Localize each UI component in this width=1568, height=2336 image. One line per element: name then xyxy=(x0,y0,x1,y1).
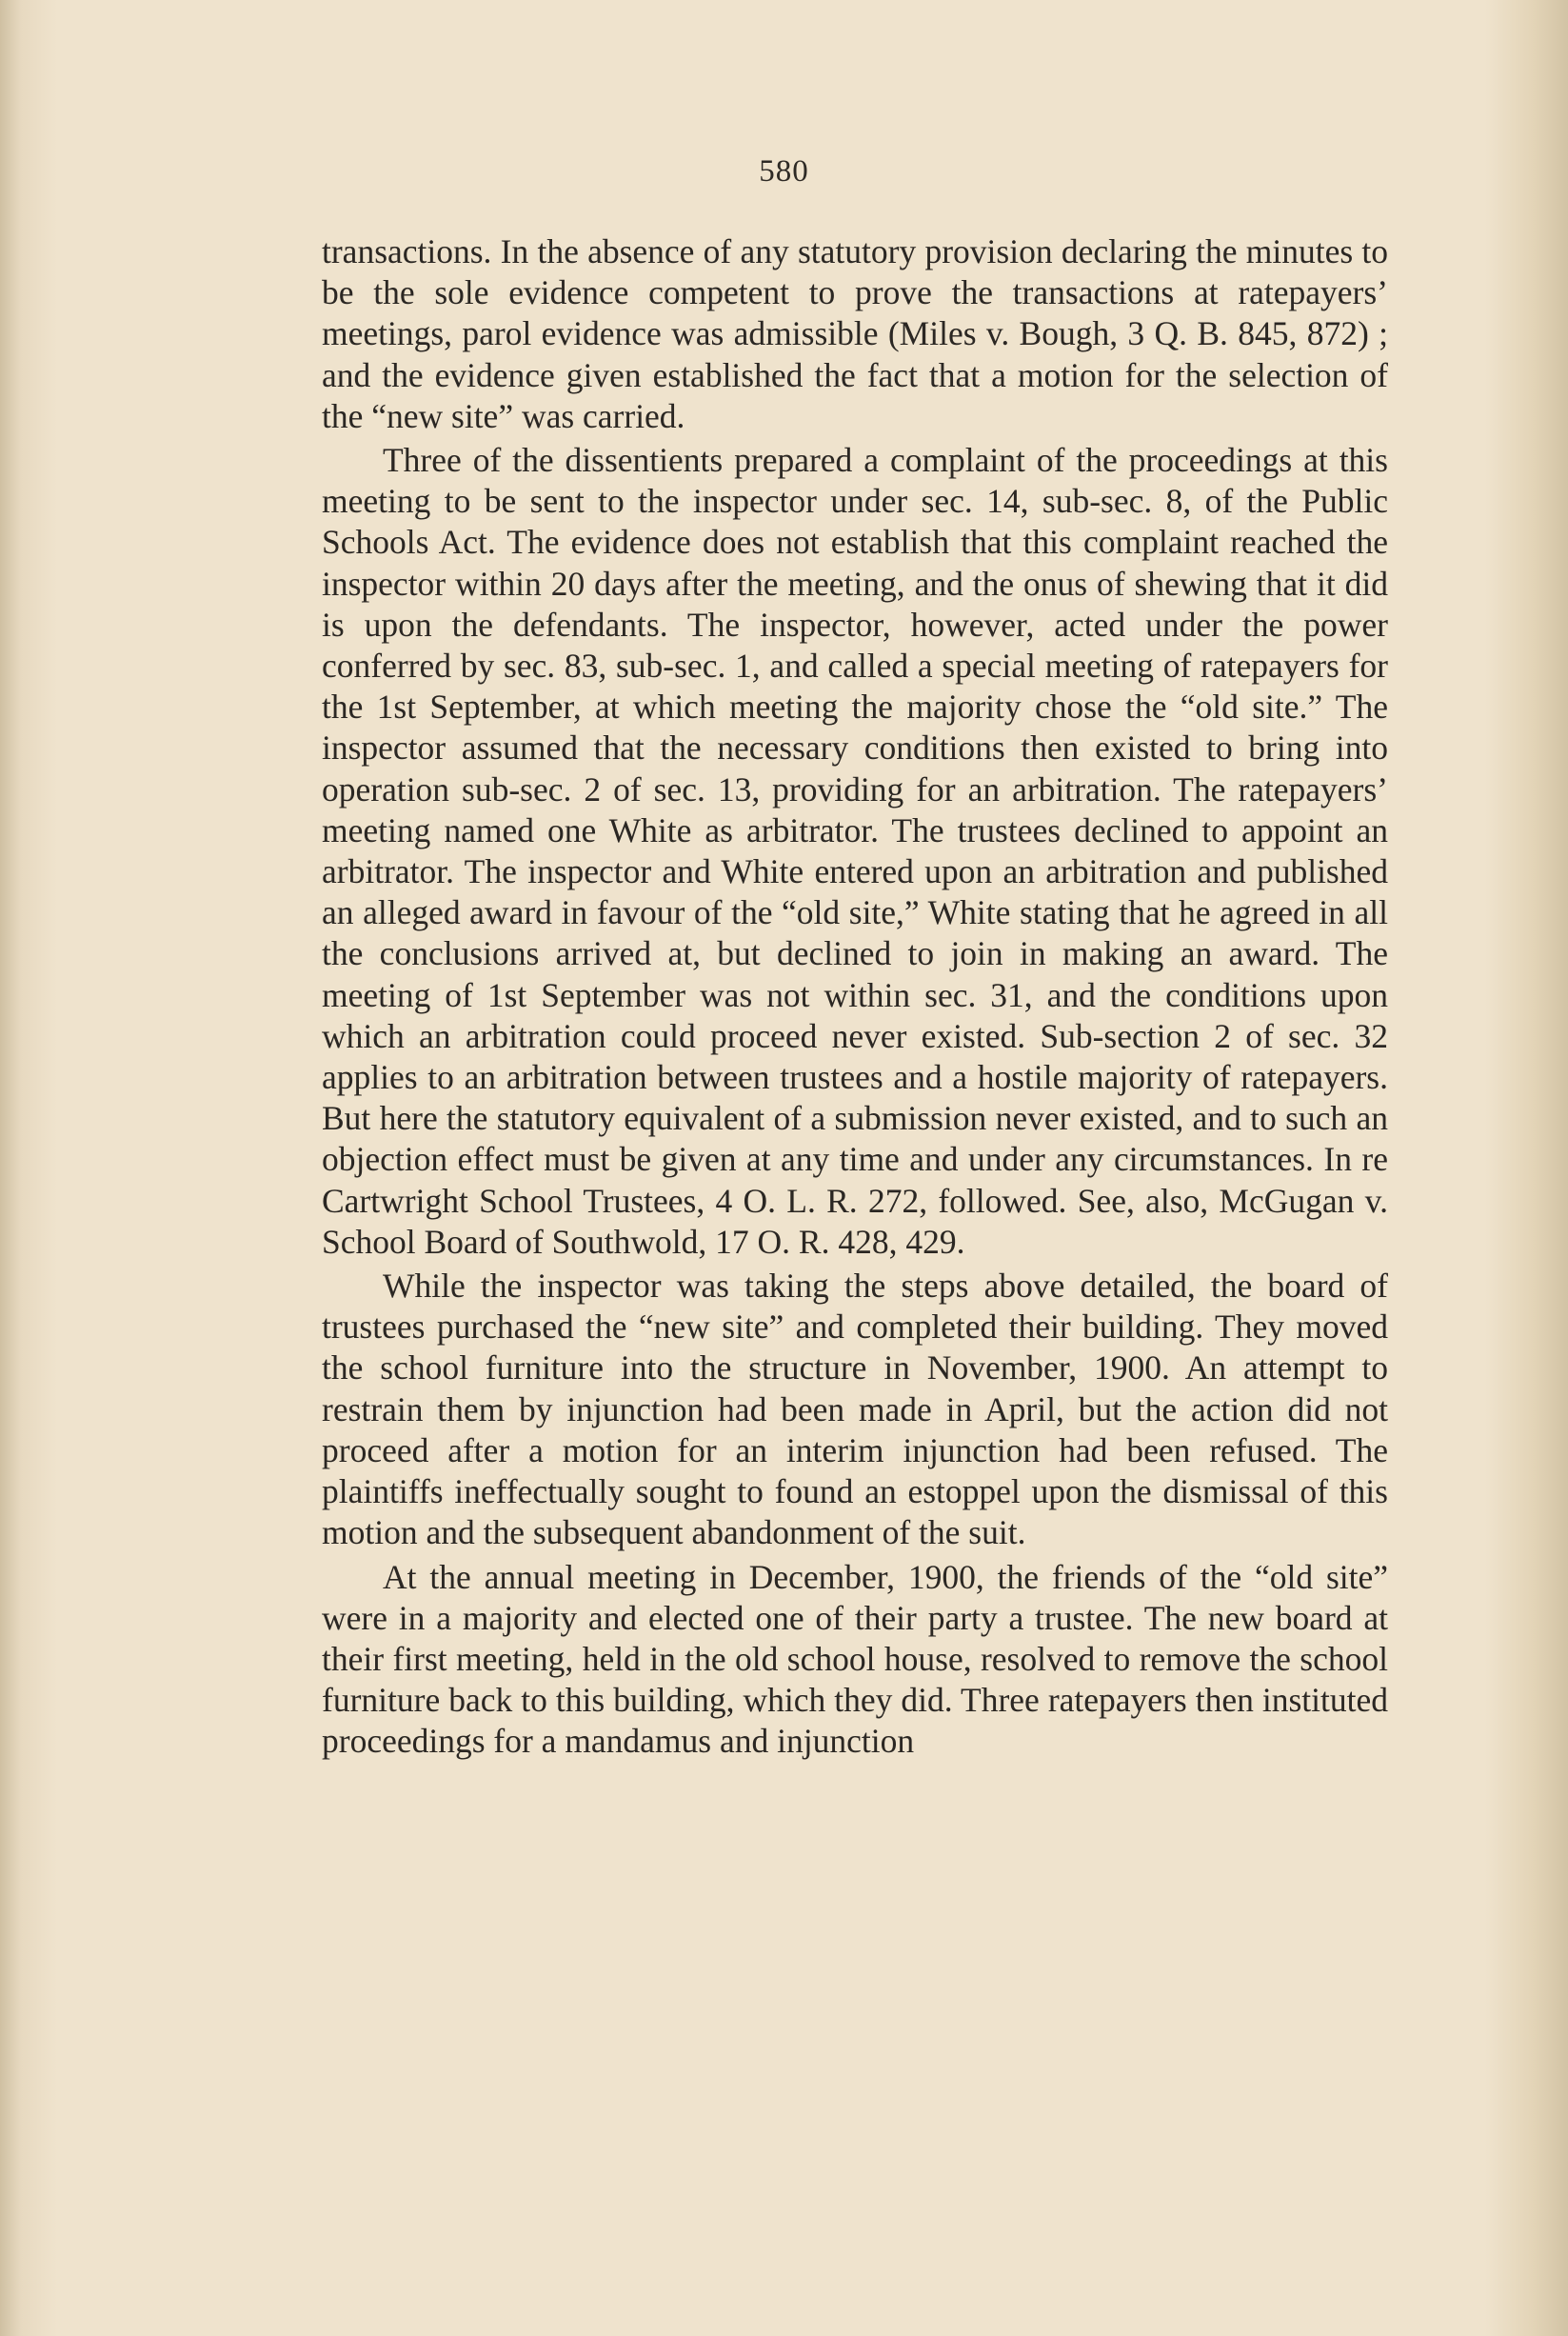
paragraph-1: transactions. In the absence of any statutory provision declaring the minutes to be the sole evidence competent to prove the transactions at ratepayers’ meetings, parol evidence was admissible (Miles v. Bough, 3 Q. B. 845, 872) ; and the evidence given established the fact that a motion for the selection of the “new site” was carried. xyxy=(322,232,1388,435)
body-text xyxy=(322,231,1388,1763)
page-number: 580 xyxy=(759,154,809,189)
paragraph-2: Three of the dissentients prepared a complaint of the proceedings at this meeting to be sent to the inspector under sec. 14, sub-sec. 8, of the Public Schools Act. The evidence does not establish that this complaint reached the inspector within 20 days after the meeting, and the onus of shewing that it did is upon the defendants. The inspector, however, acted under the power conferred by sec. 83, sub-sec. 1, and called a special meeting of ratepayers for the 1st September, at which meeting the majority chose the “old site.” The inspector assumed that the necessary conditions then existed to bring into operation sub-sec. 2 of sec. 13, providing for an arbitration. The ratepayers’ meeting named one White as arbitrator. The trustees declined to appoint an arbitrator. The inspector and White entered upon an arbitration and published an alleged award in favour of the “old site,” White stating that he agreed in all the conclusions arrived at, but declined to join in making an award. The meeting of 1st September was not within sec. 31, and the conditions upon which an arbitration could proceed never existed. Sub-section 2 of sec. 32 applies to an arbitration between trustees and a hostile majority of ratepayers. But here the statutory equivalent of a submission never existed, and to such an objection effect must be given at any time and under any circumstances. In re Cartwright School Trustees, 4 O. L. R. 272, followed. See, also, McGugan v. School Board of Southwold, 17 O. R. 428, 429. xyxy=(322,441,1388,1261)
paragraph-4: At the annual meeting in December, 1900, the friends of the “old site” were in a majority and elected one of their party a trustee. The new board at their first meeting, held in the old school house, resolved to remove the school furniture back to this building, which they did. Three ratepayers then instituted proceedings for a mandamus and injunction xyxy=(322,1557,1388,1761)
paragraph-3: While the inspector was taking the steps above detailed, the board of trustees purchased the “new site” and completed their building. They moved the school furniture into the structure in November, 1900. An attempt to restrain them by injunction had been made in April, but the action did not proceed after a motion for an interim injunction had been refused. The plaintiffs ineffectually sought to found an estoppel upon the dismissal of this motion and the subsequent abandonment of the suit. xyxy=(322,1267,1388,1552)
